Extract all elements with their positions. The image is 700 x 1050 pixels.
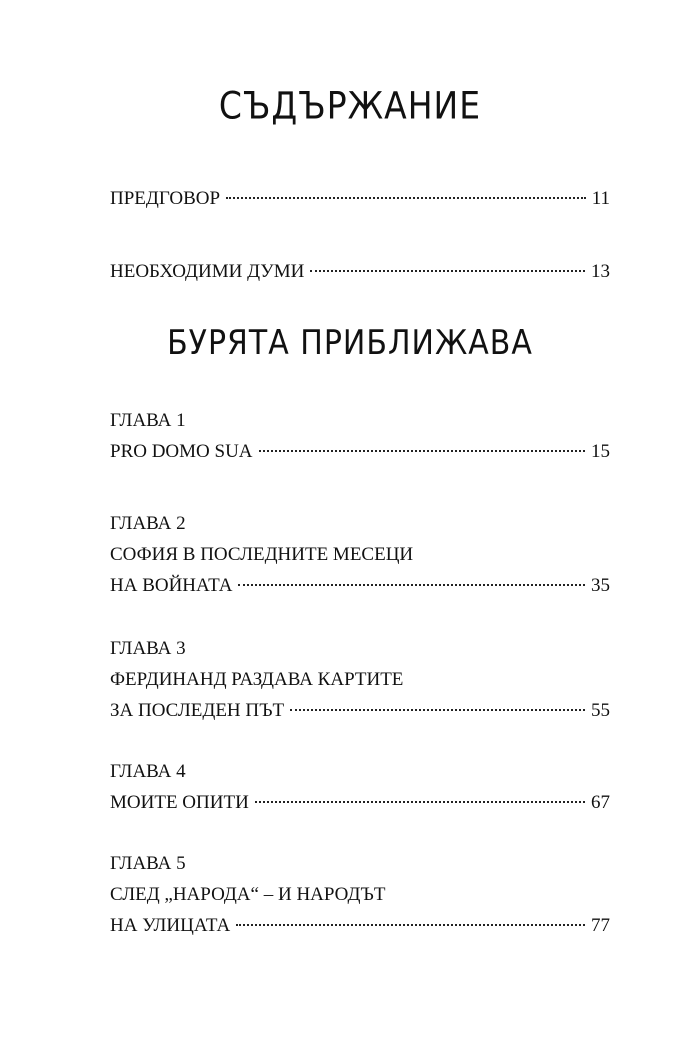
dot-leader	[238, 584, 585, 586]
toc-entry-chapter-4[interactable]	[110, 756, 610, 818]
entry-title-line: СЛЕД „НАРОДА“ – И НАРОДЪТ	[110, 884, 386, 905]
page-number: 35	[591, 575, 610, 596]
toc-entry-necessary-words[interactable]	[110, 256, 610, 287]
toc-title: СЪДЪРЖАНИЕ	[218, 83, 482, 128]
dot-leader	[226, 197, 586, 199]
entry-title: НЕОБХОДИМИ ДУМИ	[110, 261, 305, 282]
page-number: 55	[591, 700, 610, 721]
chapter-label: ГЛАВА 1	[110, 410, 186, 431]
chapter-label: ГЛАВА 5	[110, 853, 186, 874]
dot-leader	[290, 709, 585, 711]
page-number: 77	[591, 915, 610, 936]
toc-entry-chapter-1[interactable]	[110, 405, 610, 467]
chapter-label: ГЛАВА 3	[110, 638, 186, 659]
page-number: 15	[591, 441, 610, 462]
chapter-label: ГЛАВА 4	[110, 761, 186, 782]
dot-leader	[236, 924, 585, 926]
part-title: БУРЯТА ПРИБЛИЖАВА	[167, 323, 533, 364]
entry-title: ЗА ПОСЛЕДЕН ПЪТ	[110, 700, 285, 721]
entry-title: PRO DOMO SUA	[110, 441, 253, 462]
toc-entry-chapter-3[interactable]	[110, 633, 610, 726]
dot-leader	[310, 270, 585, 272]
page-number: 67	[591, 792, 610, 813]
toc-entry-preface[interactable]	[110, 183, 610, 214]
toc-entry-chapter-5[interactable]	[110, 848, 610, 941]
entry-title: НА ВОЙНАТА	[110, 575, 233, 596]
page-number: 13	[591, 261, 610, 282]
entry-title-line: ФЕРДИНАНД РАЗДАВА КАРТИТЕ	[110, 669, 404, 690]
entry-title: МОИТЕ ОПИТИ	[110, 792, 249, 813]
entry-title: НА УЛИЦАТА	[110, 915, 231, 936]
chapter-label: ГЛАВА 2	[110, 513, 186, 534]
entry-title-line: СОФИЯ В ПОСЛЕДНИТЕ МЕСЕЦИ	[110, 544, 414, 565]
toc-entry-chapter-2[interactable]	[110, 508, 610, 601]
dot-leader	[255, 801, 585, 803]
page-number: 11	[591, 188, 610, 209]
entry-title: ПРЕДГОВОР	[110, 188, 221, 209]
dot-leader	[259, 450, 585, 452]
